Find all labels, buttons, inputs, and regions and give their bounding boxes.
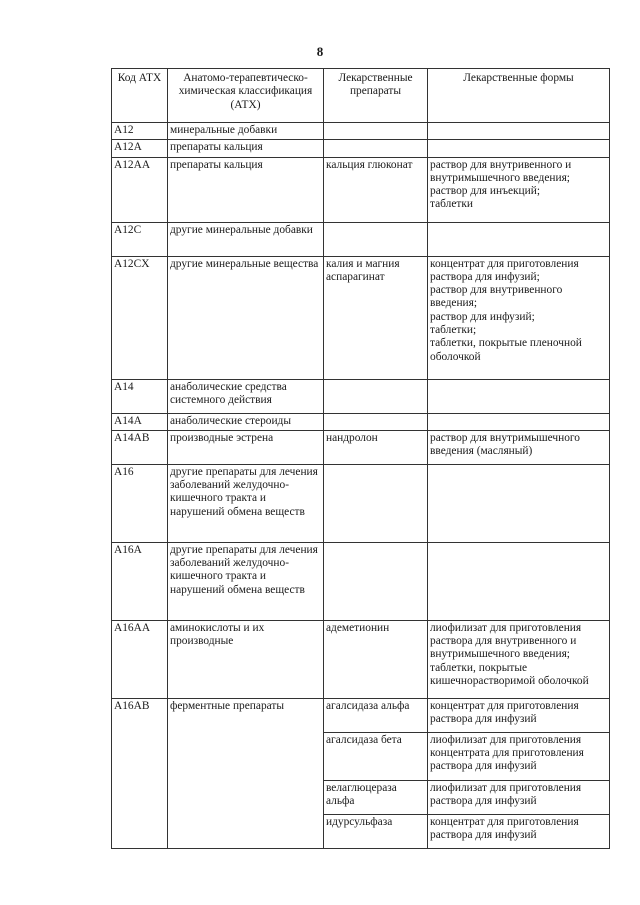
atx-classification: минеральные добавки [168, 123, 324, 140]
drug-forms [428, 379, 610, 413]
atx-code: A16AB [112, 698, 168, 848]
drug-forms [428, 814, 610, 848]
drug-forms [428, 620, 610, 698]
atx-classification: другие препараты для лечения заболеваний желудочно-кишечного тракта и нарушений обмена веществ [168, 464, 324, 542]
form-item: таблетки; [430, 324, 477, 337]
atx-code: A16 [112, 464, 168, 542]
form-item: лиофилизат для приготовления раствора для внутривенного и внутримышечного введения; [430, 621, 582, 661]
drug-name [324, 379, 428, 413]
header-code: Код АТХ [112, 69, 168, 123]
atx-classification: препараты кальция [168, 157, 324, 222]
form-item: раствор для инфузий; [430, 310, 535, 323]
table-row [112, 123, 610, 140]
table-row [112, 379, 610, 413]
drug-forms [428, 430, 610, 464]
form-item: таблетки, покрытые кишечнорастворимой оболочкой [430, 661, 589, 688]
drug-name: кальция глюконат [324, 157, 428, 222]
atx-code: A14 [112, 379, 168, 413]
drug-forms [428, 123, 610, 140]
table-row [112, 542, 610, 620]
drug-name [324, 464, 428, 542]
form-item: раствор для инъекций; [430, 185, 541, 198]
atx-code: A12CX [112, 256, 168, 379]
form-item: лиофилизат для приготовления раствора для инфузий [430, 781, 582, 808]
drug-forms [428, 256, 610, 379]
atx-classification: производные эстрена [168, 430, 324, 464]
atx-classification: другие минеральные вещества [168, 256, 324, 379]
atx-code: A14A [112, 413, 168, 430]
drug-name: калия и магния аспарагинат [324, 256, 428, 379]
form-item: раствор для внутривенного введения; [430, 284, 563, 310]
drug-name [324, 542, 428, 620]
atx-classification: ферментные препараты [168, 698, 324, 848]
header-drugs: Лекарственные препараты [324, 69, 428, 123]
header-classification: Анатомо-терапевтическо-химическая классификация (АТХ) [168, 69, 324, 123]
atx-code: A14AB [112, 430, 168, 464]
form-item: лиофилизат для приготовления концентрата для приготовления раствора для инфузий [430, 733, 584, 773]
form-item: таблетки, покрытые пленочной оболочкой [430, 337, 582, 363]
atx-code: A16AA [112, 620, 168, 698]
drug-forms [428, 140, 610, 157]
drug-forms [428, 157, 610, 222]
atx-code: A12 [112, 123, 168, 140]
drug-forms [428, 464, 610, 542]
table-row [112, 620, 610, 698]
table-row [112, 140, 610, 157]
drug-name: нандролон [324, 430, 428, 464]
atx-classification: другие минеральные добавки [168, 222, 324, 256]
drug-name [324, 123, 428, 140]
header-forms: Лекарственные формы [428, 69, 610, 123]
drug-forms [428, 413, 610, 430]
table-row [112, 157, 610, 222]
form-item: концентрат для приготовления раствора для инфузий; [430, 257, 579, 283]
atx-code: A12A [112, 140, 168, 157]
table-row [112, 430, 610, 464]
form-item: концентрат для приготовления раствора для инфузий [430, 699, 579, 726]
drug-forms [428, 542, 610, 620]
drug-forms [428, 222, 610, 256]
atx-classification: другие препараты для лечения заболеваний желудочно-кишечного тракта и нарушений обмена веществ [168, 542, 324, 620]
table-row [112, 413, 610, 430]
drug-name: идурсульфаза [324, 814, 428, 848]
table-row [112, 698, 610, 732]
drug-name: агалсидаза альфа [324, 698, 428, 732]
atx-classification: препараты кальция [168, 140, 324, 157]
atx-code: A12AA [112, 157, 168, 222]
page-number: 8 [316, 44, 324, 59]
table-row [112, 464, 610, 542]
drug-name [324, 140, 428, 157]
drug-forms [428, 698, 610, 732]
drug-name [324, 222, 428, 256]
form-item: концентрат для приготовления раствора для инфузий [430, 815, 579, 842]
table-row [112, 256, 610, 379]
drug-name [324, 413, 428, 430]
table-row [112, 222, 610, 256]
drug-forms [428, 732, 610, 780]
atx-code: A16A [112, 542, 168, 620]
form-item: раствор для внутривенного и внутримышечного введения; [430, 158, 572, 184]
drug-name: велаглюцераза альфа [324, 780, 428, 814]
atx-classification: анаболические стероиды [168, 413, 324, 430]
atx-code: A12C [112, 222, 168, 256]
drug-name: агалсидаза бета [324, 732, 428, 780]
drug-name: адеметионин [324, 620, 428, 698]
atx-classification: анаболические средства системного действия [168, 379, 324, 413]
form-item: раствор для внутримышечного введения (масляный) [430, 431, 580, 458]
drug-forms [428, 780, 610, 814]
form-item: таблетки [430, 198, 474, 211]
table-header-row [112, 69, 610, 123]
atx-table [111, 68, 610, 849]
atx-classification: аминокислоты и их производные [168, 620, 324, 698]
